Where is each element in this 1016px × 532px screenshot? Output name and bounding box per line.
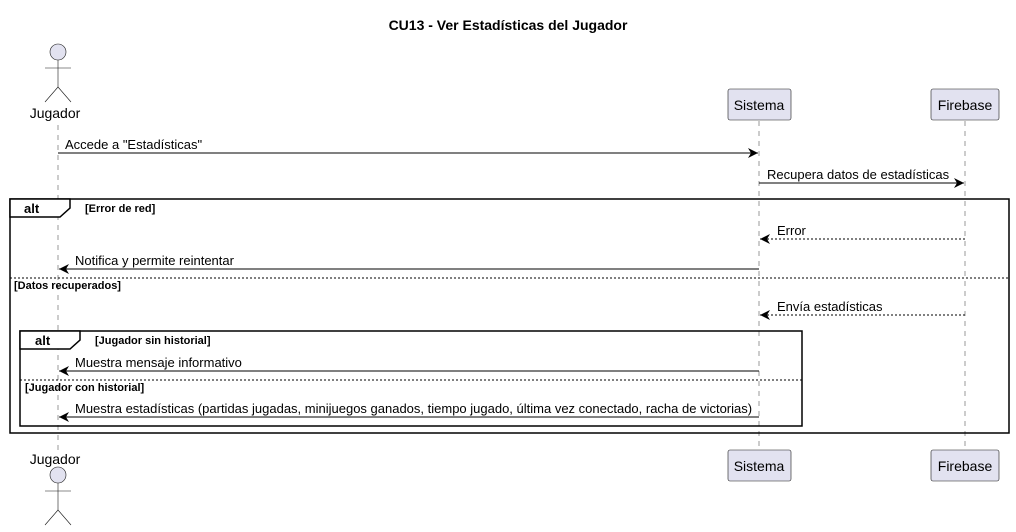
guard-error-de-red: [Error de red]	[85, 203, 156, 215]
actor-label: Jugador	[29, 451, 81, 467]
participant-label: Firebase	[937, 97, 993, 113]
participant-label: Sistema	[733, 458, 785, 474]
diagram-title: CU13 - Ver Estadísticas del Jugador	[388, 17, 628, 33]
message-muestra-estadisticas	[59, 401, 759, 417]
actor-head-icon	[50, 467, 66, 483]
message-label: Notifica y permite reintentar	[75, 253, 234, 268]
message-accede-estadisticas	[58, 137, 758, 153]
message-label: Muestra estadísticas (partidas jugadas, minijuegos ganados, tiempo jugado, última vez conectado, racha de victorias)	[75, 401, 753, 416]
message-label: Error	[777, 223, 806, 238]
participant-sistema-top	[728, 89, 791, 120]
message-recupera-datos	[759, 167, 964, 183]
guard-con-historial: [Jugador con historial]	[25, 382, 145, 394]
alt-tag: alt	[35, 333, 51, 348]
message-label: Envía estadísticas	[777, 299, 883, 314]
alt-tag: alt	[24, 201, 40, 216]
message-label: Recupera datos de estadísticas	[767, 167, 950, 182]
actor-jugador-bottom	[30, 451, 81, 525]
actor-jugador-top	[30, 44, 81, 121]
participant-sistema-bottom	[728, 450, 791, 481]
message-label: Muestra mensaje informativo	[75, 355, 242, 370]
message-envia-estadisticas	[760, 299, 965, 315]
participant-firebase-bottom	[931, 450, 999, 481]
message-label: Accede a "Estadísticas"	[65, 137, 203, 152]
guard-datos-recuperados: [Datos recuperados]	[14, 280, 121, 292]
message-notifica-reintentar	[59, 253, 759, 269]
guard-sin-historial: [Jugador sin historial]	[95, 335, 211, 347]
actor-label: Jugador	[29, 105, 81, 121]
actor-head-icon	[50, 44, 66, 60]
participant-firebase-top	[931, 89, 999, 120]
participant-label: Firebase	[937, 458, 993, 474]
message-mensaje-informativo	[59, 355, 759, 371]
participant-label: Sistema	[733, 97, 785, 113]
alt-frame-outer	[10, 199, 1009, 433]
message-error	[760, 223, 965, 239]
